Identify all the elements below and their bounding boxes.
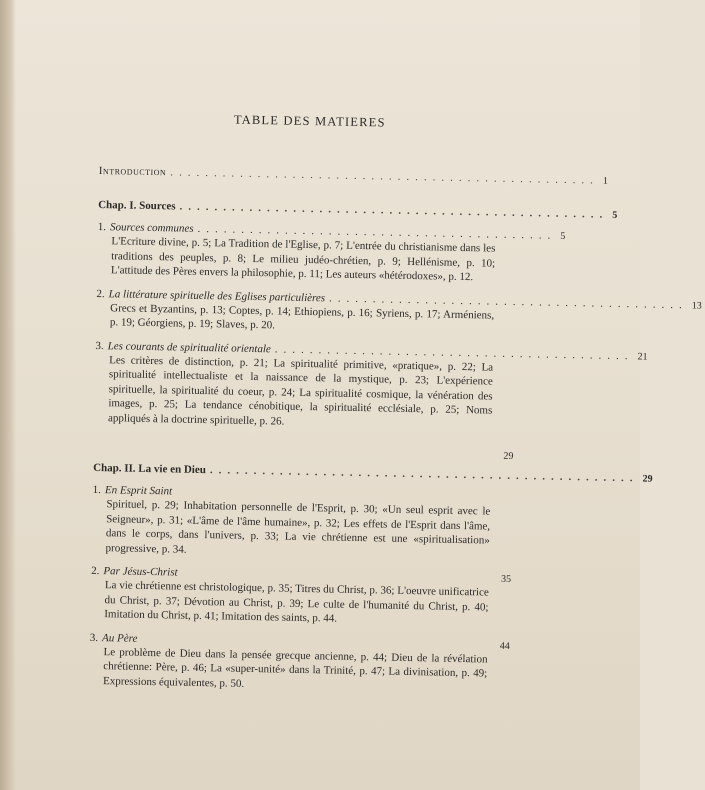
- page-title: TABLE DES MATIERES: [233, 112, 386, 130]
- section-contents: L'Ecriture divine, p. 5; La Tradition de l'Eglise, p. 7; L'entrée du christianisme dans les traditions des peuples, p. 8; Le milieu judéo-chrétien, p. 9; Hellénisme, p. 10; L'attitude des Pères envers la philosophie, p. 11; Les auteurs «hétérodoxes», p. 12.: [110, 235, 496, 284]
- toc-section: [90, 565, 511, 630]
- toc-chapter-2: [93, 461, 653, 485]
- toc-introduction: [98, 164, 609, 187]
- section-number: 3.: [95, 339, 104, 352]
- dot-leader: .................................................: [170, 166, 600, 187]
- dot-leader: .................................................: [209, 464, 639, 485]
- section-title: En Esprit Saint: [104, 484, 173, 498]
- section-number: 3.: [89, 631, 99, 644]
- page-gutter-shadow: [0, 0, 16, 790]
- section-page: 44: [499, 640, 510, 652]
- section-page: 21: [637, 350, 648, 363]
- section-number: 2.: [91, 564, 100, 578]
- dot-leader: .................................................: [179, 200, 609, 221]
- section-title: Sources communes: [109, 221, 194, 235]
- section-number: 2.: [96, 287, 105, 300]
- section-contents: La vie chrétienne est christologique, p. 35; Titres du Christ, p. 36; L'oeuvre unificatrice du Christ, p. 37; Dévotion au Christ, p. 39; Le culte de l'humanité du Christ, p. 40; Imitation du Christ, p. 41; Imitation des saints, p. 44.: [104, 579, 489, 625]
- toc-section: [91, 484, 512, 563]
- chapter-1-label: Chap. I. Sources: [98, 198, 176, 213]
- section-number: 1.: [97, 220, 107, 234]
- section-title: Au Père: [102, 631, 138, 645]
- toc-chapter-1: [98, 198, 618, 221]
- table-of-contents: [89, 110, 702, 696]
- section-contents: Les critères de distinction, p. 21; La spiritualité primitive, «pratique», p. 22; La spiritualité intellectualiste et la naissance de la mystique, p. 23; L'expérience spirituelle, la spiritualité du coeur, p. 24; La spiritualité cosmique, la vénération des images, p. 25; La tendance cénobitique, la spiritualité ecclésiale, p. 25; Noms appliqués à la doctrine spirituelle, p. 26.: [107, 353, 494, 428]
- introduction-label: Introduction: [98, 164, 167, 179]
- toc-section: [89, 631, 510, 696]
- section-page: 13: [691, 299, 702, 312]
- section-contents: Grecs et Byzantins, p. 13; Coptes, p. 14; Ethiopiens, p. 16; Syriens, p. 17; Arméniens, p. 19; Géorgiens, p. 19; Slaves, p. 20.: [109, 301, 495, 332]
- section-title: La littérature spirituelle des Eglises particulières: [108, 287, 326, 304]
- chapter-1-page: 5: [612, 209, 618, 221]
- dot-leader: .........................................: [328, 291, 688, 311]
- toc-section: [94, 339, 648, 433]
- dot-leader: .........................................: [274, 342, 634, 362]
- section-number: 1.: [92, 483, 102, 497]
- section-contents: Spirituel, p. 29; Inhabitation personnelle de l'Esprit, p. 30; «Un seul esprit avec le Seigneur», p. 31; «L'âme de l'âme humaine», p. 32; Les effets de l'Esprit dans l'âme, dans le corps, dans l'univers, p. 33; La vie chrétienne est une «spiritualisation» progressive, p. 34.: [105, 498, 491, 556]
- section-contents: Le problème de Dieu dans la pensée grecque ancienne, p. 44; Dieu de la révélation chrétienne: Père, p. 46; La «super-unité» dans la Trinité, p. 47; La divinisation, p. 49; Expressions équivalentes, p. 50.: [102, 645, 488, 690]
- section-title: Par Jésus-Christ: [103, 565, 178, 579]
- section-page: 35: [500, 573, 512, 585]
- section-page: 5: [560, 230, 566, 242]
- section-title: Les courants de spiritualité orientale: [107, 339, 271, 355]
- introduction-page: 1: [602, 175, 609, 187]
- chapter-2-page: 29: [642, 473, 653, 485]
- toc-section: [96, 287, 702, 337]
- dot-leader: .........................................: [197, 222, 557, 242]
- toc-section: [97, 220, 566, 286]
- chapter-2-pre-page: 29: [503, 450, 514, 462]
- chapter-2-label: Chap. II. La vie en Dieu: [93, 461, 207, 477]
